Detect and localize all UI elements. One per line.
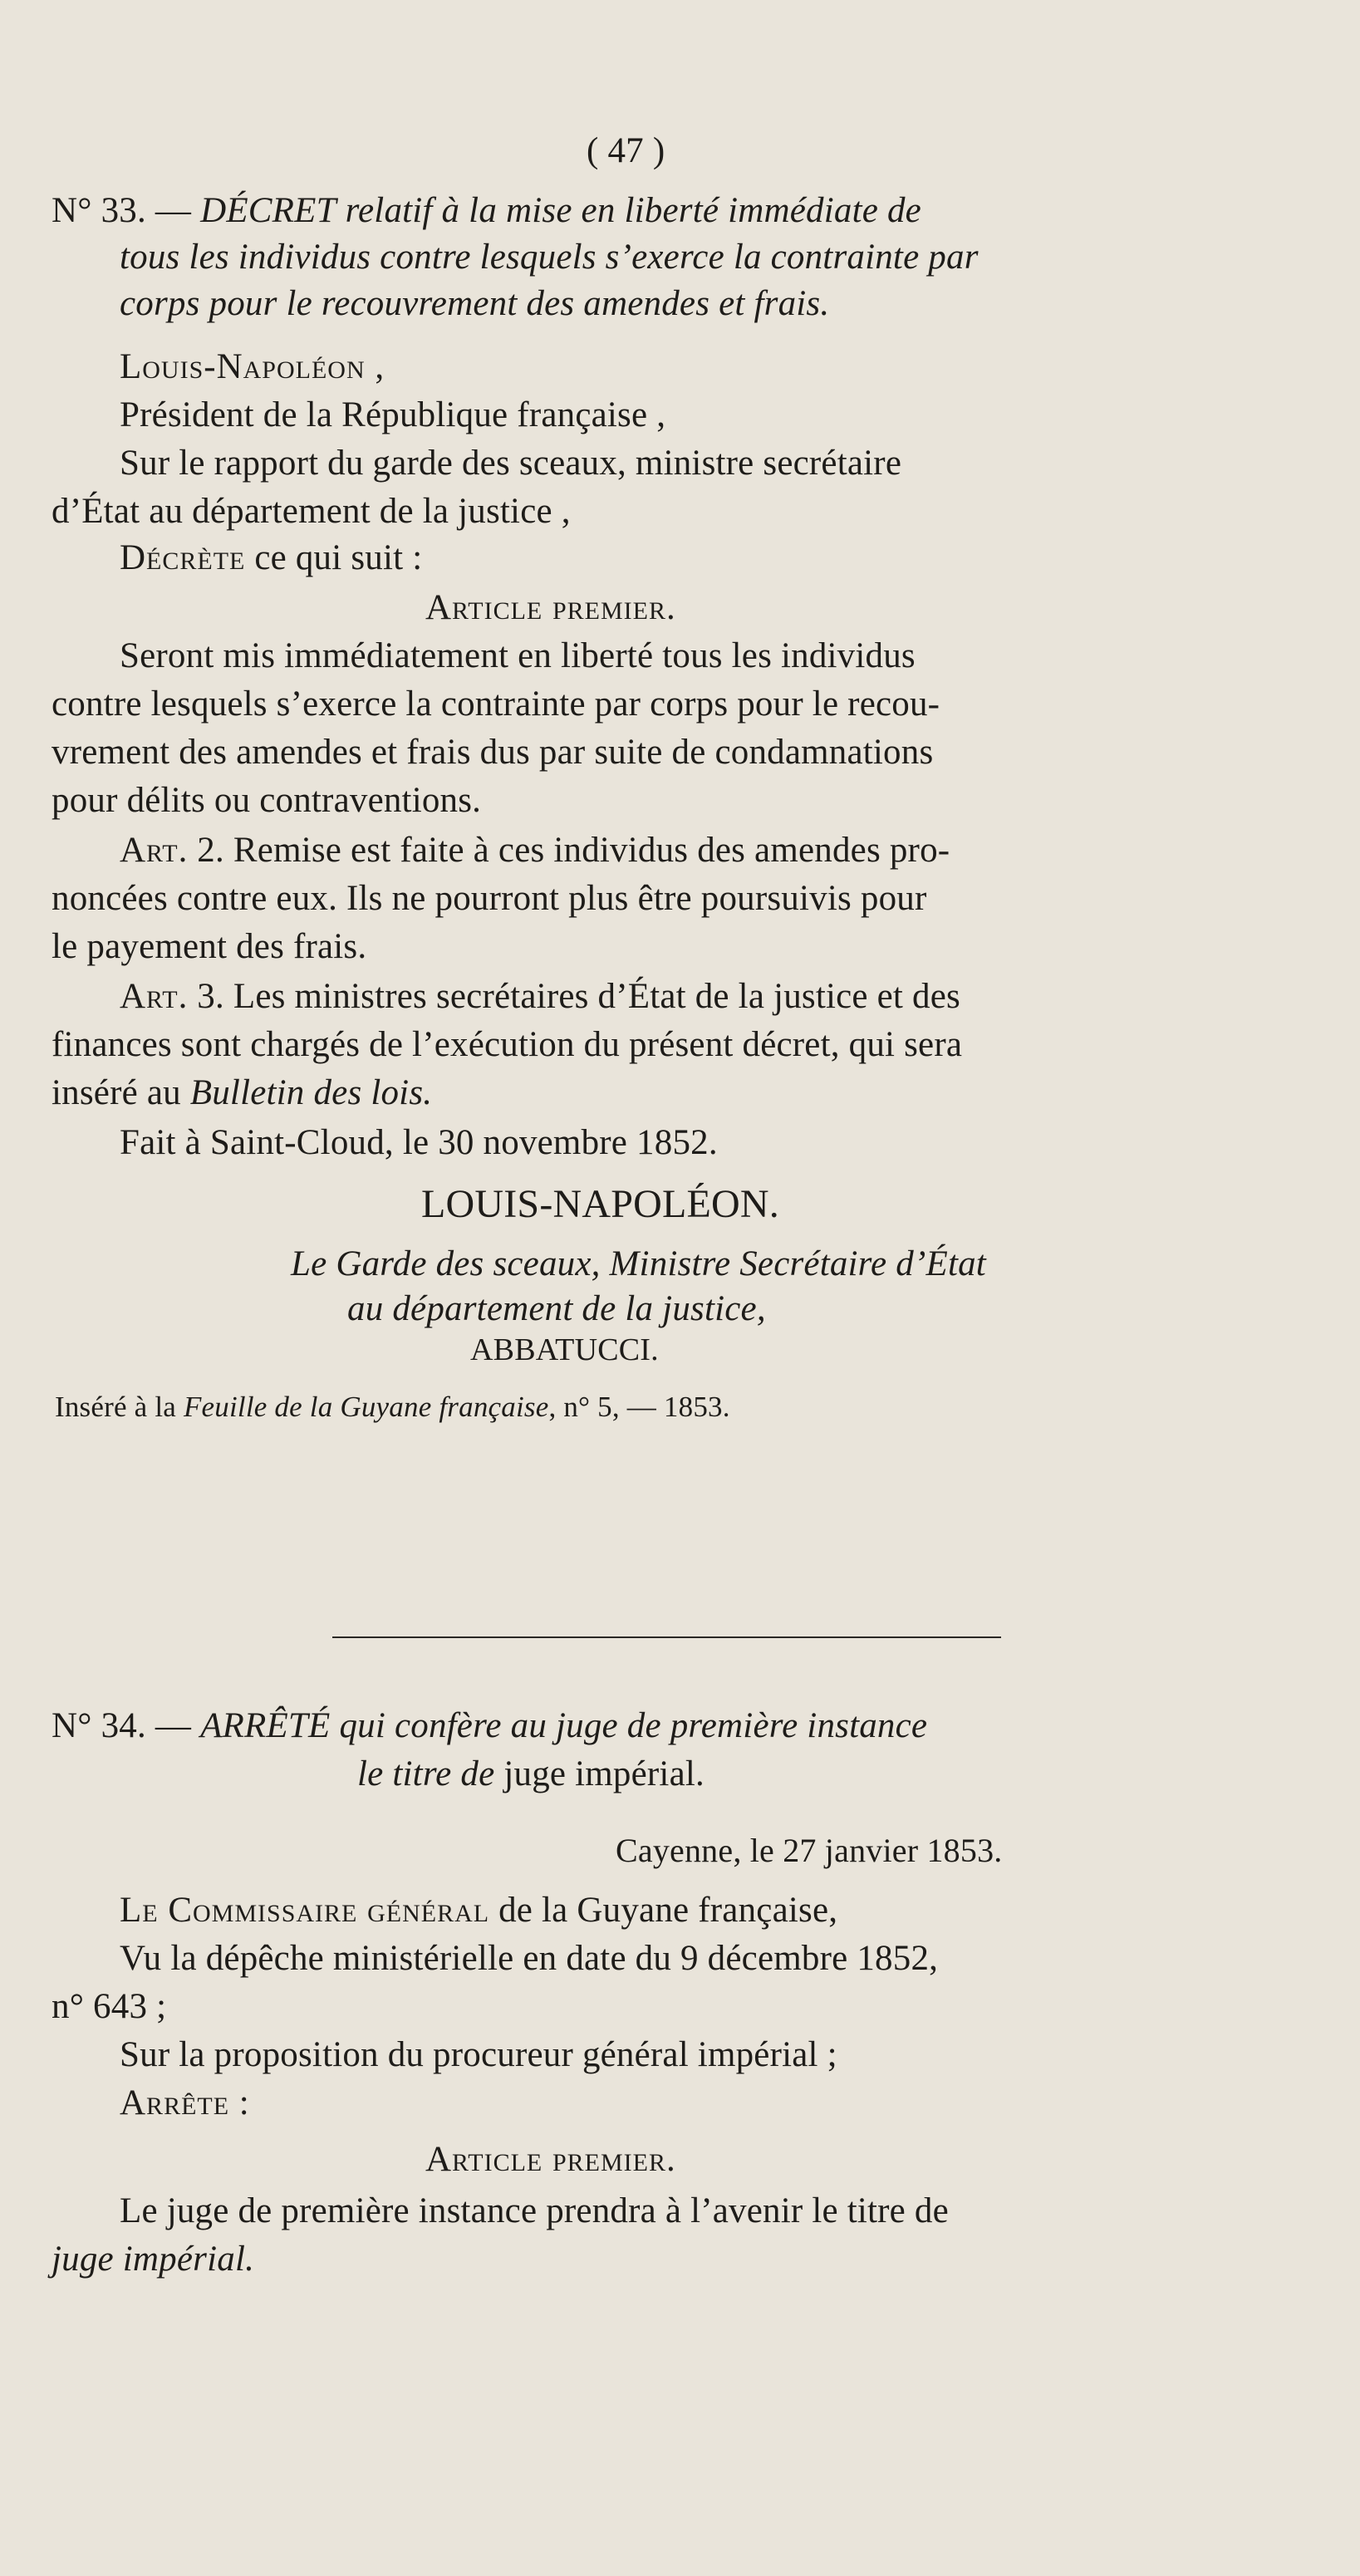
arrete-title-titre: le titre de [357, 1754, 495, 1793]
decree-article-heading: Article premier. [425, 588, 676, 627]
arrete-title-line-2 [357, 1756, 705, 1792]
decree-title-word: DÉCRET [200, 191, 336, 230]
decree-article-1-line-3: vrement des amendes et frais dus par suite de condamnations [52, 733, 934, 772]
decree-article-2-line-3: le payement des frais. [52, 927, 367, 966]
decree-article-3-text: 3. Les ministres secrétaires d’État de la justice et des [197, 977, 960, 1016]
arrete-body-line-1: Le juge de première instance prendra à l’avenir le titre de [120, 2191, 949, 2230]
decree-article-1-line-1: Seront mis immédiatement en liberté tous les individus [120, 636, 916, 675]
decree-rapport-line-1: Sur le rapport du garde des sceaux, ministre secrétaire [120, 444, 902, 483]
decree-president: Président de la République française , [120, 395, 666, 434]
arrete-place-date: Cayenne, le 27 janvier 1853. [616, 1832, 1003, 1869]
decree-title-line-3: corps pour le recouvrement des amendes et frais. [120, 284, 830, 323]
arrete-proposition: Sur la proposition du procureur général impérial ; [120, 2035, 837, 2074]
decree-article-3-line-1 [120, 979, 960, 1014]
decree-title-text: relatif à la mise en liberté immédiate de [345, 191, 921, 230]
decree-signature: LOUIS-NAPOLÉON. [421, 1182, 779, 1226]
decree-number: N° 33. — [52, 191, 192, 230]
arrete-title-juge: juge impérial. [503, 1754, 705, 1793]
decree-rapport-line-2: d’État au département de la justice , [52, 492, 571, 531]
decree-inserted-text: inséré au [52, 1073, 181, 1112]
decree-bulletin-title: Bulletin des lois. [189, 1073, 433, 1112]
decree-article-2-line-2: noncées contre eux. Ils ne pourront plus être poursuivis pour [52, 879, 927, 918]
arrete-title-text: qui confère au juge de première instance [339, 1706, 928, 1745]
decree-minister-name: ABBATUCCI. [470, 1332, 659, 1367]
decree-article-1-line-4: pour délits ou contraventions. [52, 781, 482, 820]
decree-title-line-2: tous les individus contre lesquels s’exerce la contrainte par [120, 238, 979, 277]
decree-fait: Fait à Saint-Cloud, le 30 novembre 1852. [120, 1123, 718, 1162]
arrete-title-line-1 [52, 1708, 927, 1744]
decree-insertion-suffix: , n° 5, — 1853. [548, 1391, 730, 1423]
arrete-number: N° 34. — [52, 1706, 192, 1745]
arrete-title-word: ARRÊTÉ [200, 1706, 331, 1745]
arrete-article-heading: Article premier. [425, 2140, 676, 2179]
arrete-vu-line-1: Vu la dépêche ministérielle en date du 9 décembre 1852, [120, 1939, 939, 1978]
decree-article-1-line-2: contre lesquels s’exerce la contrainte par corps pour le recou- [52, 684, 940, 724]
decree-decrete-rest: ce qui suit : [254, 538, 423, 577]
decree-article-2-text: 2. Remise est faite à ces individus des amendes pro- [197, 831, 950, 870]
decree-insertion-prefix: Inséré à la [55, 1391, 176, 1423]
decree-insertion-note [55, 1392, 730, 1421]
decree-insertion-journal: Feuille de la Guyane française [183, 1391, 549, 1423]
arrete-commissaire-title: Le Commissaire général [120, 1891, 490, 1930]
decree-author: Louis-Napoléon , [120, 347, 385, 386]
decree-article-2-line-1 [120, 832, 950, 868]
arrete-arrete-word: Arrête : [120, 2083, 250, 2122]
decree-decrete-word: Décrète [120, 538, 246, 577]
decree-article-3-line-3 [52, 1075, 432, 1111]
decree-article-3-label: Art. [120, 977, 189, 1016]
arrete-vu-line-2: n° 643 ; [52, 1987, 167, 2026]
decree-article-3-line-2: finances sont chargés de l’exécution du présent décret, qui sera [52, 1025, 963, 1064]
decree-title-line-1 [52, 193, 921, 228]
arrete-commissaire [120, 1892, 837, 1928]
decree-garde-line-2: au département de la justice, [347, 1289, 766, 1328]
decree-article-2-label: Art. [120, 831, 189, 870]
decree-garde-line-1: Le Garde des sceaux, Ministre Secrétaire d’État [291, 1244, 986, 1283]
page-number: ( 47 ) [587, 131, 665, 170]
decree-decrete [120, 540, 422, 576]
arrete-commissaire-rest: de la Guyane française, [498, 1891, 838, 1930]
arrete-body-line-2: juge impérial. [52, 2240, 255, 2279]
section-divider [332, 1636, 1001, 1638]
